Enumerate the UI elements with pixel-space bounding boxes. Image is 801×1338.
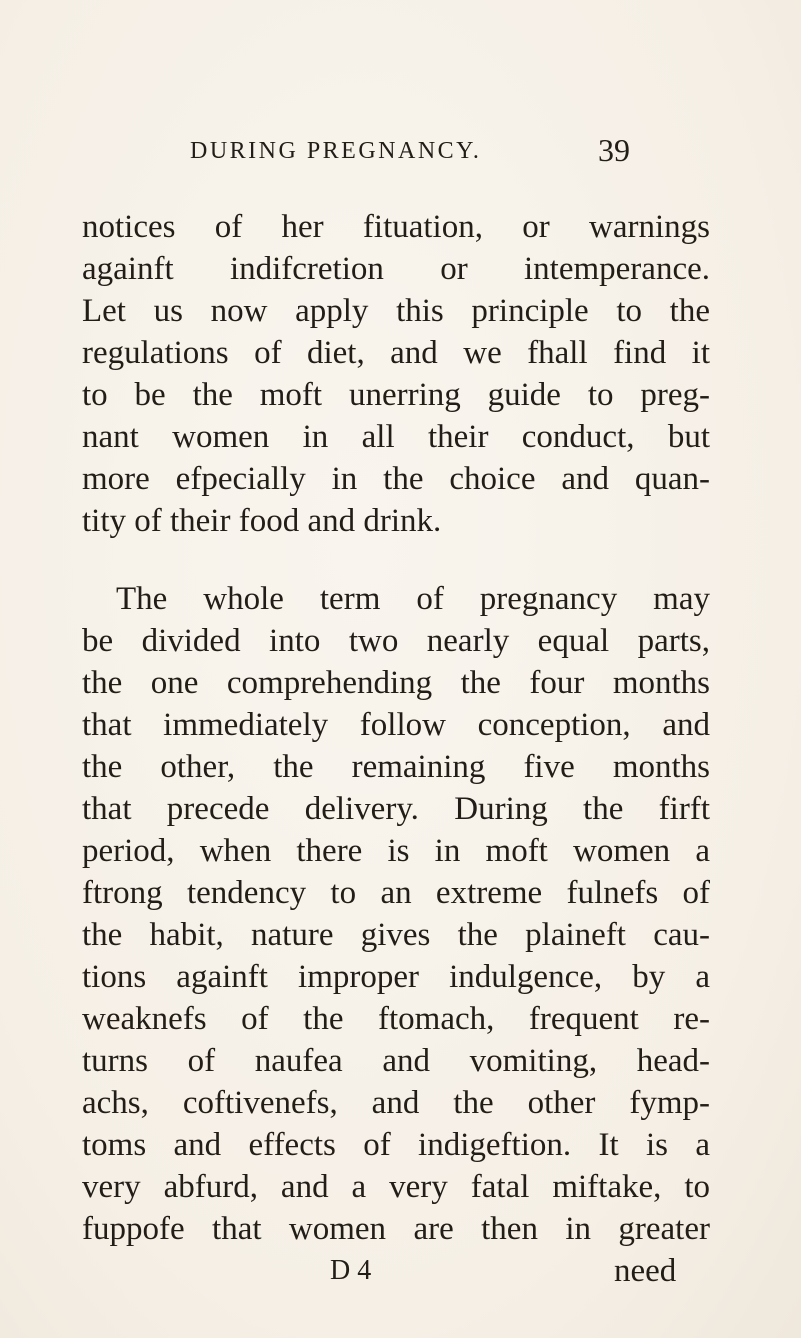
text-line: toms and effects of indigeftion. It is a [82,1127,710,1163]
text-line: regulations of diet, and we fhall find it [82,335,710,371]
text-line: nant women in all their conduct, but [82,419,710,455]
page-number: 39 [598,132,630,168]
text-line: fuppofe that women are then in greater [82,1211,710,1247]
text-line: the one comprehending the four months [82,665,710,701]
text-line: that precede delivery. During the firft [82,791,710,827]
text-line: turns of naufea and vomiting, head- [82,1043,710,1079]
text-line: more efpecially in the choice and quan- [82,461,710,497]
text-line: tity of their food and drink. [82,503,442,539]
text-line: Let us now apply this principle to the [82,293,710,329]
text-line: tions againft improper indulgence, by a [82,959,710,995]
text-line: be divided into two nearly equal parts, [82,623,710,659]
text-line: weaknefs of the ftomach, frequent re- [82,1001,710,1037]
text-line: that immediately follow conception, and [82,707,710,743]
text-line: period, when there is in moft women a [82,833,710,869]
text-line: againft indifcretion or intemperance. [82,251,710,287]
text-line: to be the moft unerring guide to preg- [82,377,710,413]
text-line: ftrong tendency to an extreme fulnefs of [82,875,710,911]
text-line: notices of her fituation, or warnings [82,209,710,245]
text-line: the other, the remaining five months [82,749,710,785]
catchword: need [614,1253,677,1289]
text-line: achs, coftivenefs, and the other fymp- [82,1085,710,1121]
text-line: the habit, nature gives the plaineft cau- [82,917,710,953]
running-title: DURING PREGNANCY. [190,138,482,164]
signature-mark: D 4 [330,1255,372,1286]
text-line: The whole term of pregnancy may [116,581,710,617]
text-line: very abfurd, and a very fatal miftake, to [82,1169,710,1205]
running-head [190,132,630,176]
